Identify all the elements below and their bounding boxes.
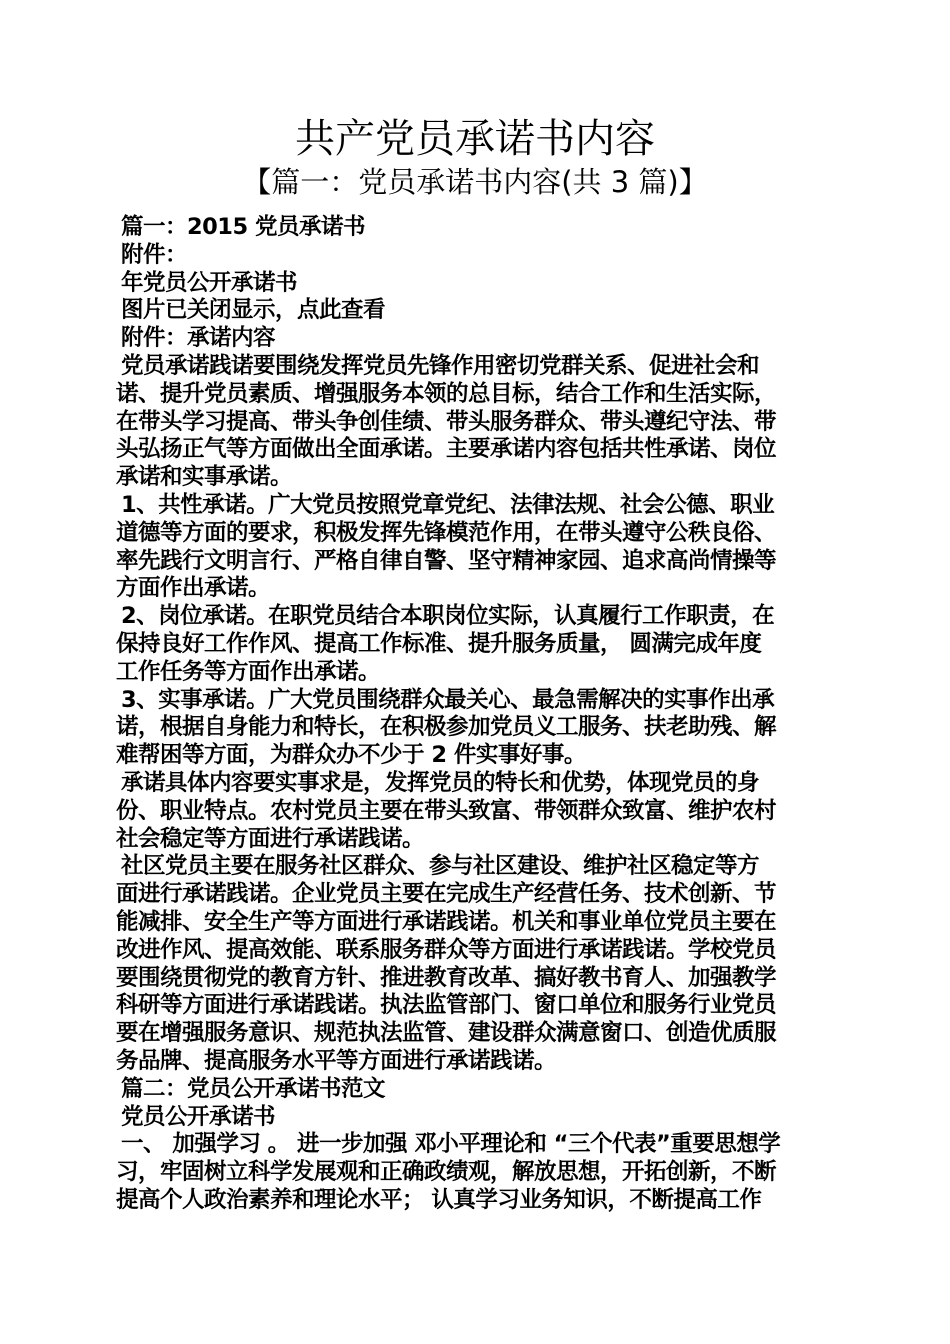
paragraph-line: 习，牢固树立科学发展观和正确政绩观，解放思想，开拓创新，不断 xyxy=(116,1159,777,1186)
paragraph-line: 附件： xyxy=(121,241,188,268)
paragraph-line: 社区党员主要在服务社区群众、参与社区建设、维护社区稳定等方 xyxy=(121,853,760,880)
document-subtitle: 【篇一：党员承诺书内容(共 3 篇)】 xyxy=(242,165,708,199)
paragraph-line: 能减排、安全生产等方面进行承诺践诺。机关和事业单位党员主要在 xyxy=(116,908,777,935)
paragraph-line: 1、共性承诺。广大党员按照党章党纪、法律法规、社会公德、职业 xyxy=(121,491,775,518)
document-body xyxy=(116,214,838,1215)
paragraph-line: 方面作出承诺。 xyxy=(116,575,271,602)
paragraph-line: 诺、提升党员素质、增强服务本领的总目标，结合工作和生活实际， xyxy=(116,380,777,407)
paragraph-line: 要在增强服务意识、规范执法监管、建设群众满意窗口、创造优质服 xyxy=(116,1020,777,1047)
paragraph-line: 图片已关闭显示，点此查看 xyxy=(121,297,386,324)
paragraph-line: 一、 加强学习 。 进一步加强 邓小平理论和 “三个代表”重要思想学 xyxy=(121,1131,781,1158)
paragraph-line: 承诺和实事承诺。 xyxy=(116,464,293,491)
paragraph-line: 年党员公开承诺书 xyxy=(121,269,298,296)
paragraph-line: 3、实事承诺。广大党员围绕群众最关心、最急需解决的实事作出承 xyxy=(121,686,775,713)
paragraph-line: 篇一：2015 党员承诺书 xyxy=(121,214,365,240)
paragraph-line: 篇二：党员公开承诺书范文 xyxy=(121,1075,386,1102)
paragraph-line: 面进行承诺践诺。企业党员主要在完成生产经营任务、技术创新、节 xyxy=(116,881,777,908)
paragraph-line: 难帮困等方面，为群众办不少于 2 件实事好事。 xyxy=(116,742,586,769)
paragraph-line: 社会稳定等方面进行承诺践诺。 xyxy=(116,825,425,852)
paragraph-line: 党员公开承诺书 xyxy=(121,1103,276,1130)
paragraph-line: 科研等方面进行承诺践诺。执法监管部门、窗口单位和服务行业党员 xyxy=(116,992,777,1019)
paragraph-line: 保持良好工作作风、提高工作标准、提升服务质量， 圆满完成年度 xyxy=(116,630,762,657)
paragraph-line: 在带头学习提高、带头争创佳绩、带头服务群众、带头遵纪守法、带 xyxy=(116,408,777,435)
paragraph-line: 头弘扬正气等方面做出全面承诺。主要承诺内容包括共性承诺、岗位 xyxy=(116,436,777,463)
paragraph-line: 承诺具体内容要实事求是，发挥党员的特长和优势，体现党员的身 xyxy=(121,769,760,796)
document-title: 共产党员承诺书内容 xyxy=(295,116,655,162)
paragraph-line: 率先践行文明言行、严格自律自警、坚守精神家园、追求高尚情操等 xyxy=(116,547,777,574)
paragraph-line: 提高个人政治素养和理论水平； 认真学习业务知识，不断提高工作 xyxy=(116,1186,762,1213)
paragraph-line: 要围绕贯彻党的教育方针、推进教育改革、搞好教书育人、加强教学 xyxy=(116,964,777,991)
paragraph-line: 道德等方面的要求，积极发挥先锋模范作用，在带头遵守公秩良俗、 xyxy=(116,519,777,546)
paragraph-line: 改进作风、提高效能、联系服务群众等方面进行承诺践诺。学校党员 xyxy=(116,936,777,963)
paragraph-line: 份、职业特点。农村党员主要在带头致富、带领群众致富、维护农村 xyxy=(116,797,777,824)
paragraph-line: 附件：承诺内容 xyxy=(121,325,276,352)
paragraph-line: 2、岗位承诺。在职党员结合本职岗位实际，认真履行工作职责，在 xyxy=(121,603,775,630)
paragraph-line: 工作任务等方面作出承诺。 xyxy=(116,658,381,685)
paragraph-line: 诺，根据自身能力和特长，在积极参加党员义工服务、扶老助残、解 xyxy=(116,714,777,741)
paragraph-line: 党员承诺践诺要围绕发挥党员先锋作用密切党群关系、促进社会和 xyxy=(121,352,760,379)
paragraph-line: 务品牌、提高服务水平等方面进行承诺践诺。 xyxy=(116,1047,557,1074)
